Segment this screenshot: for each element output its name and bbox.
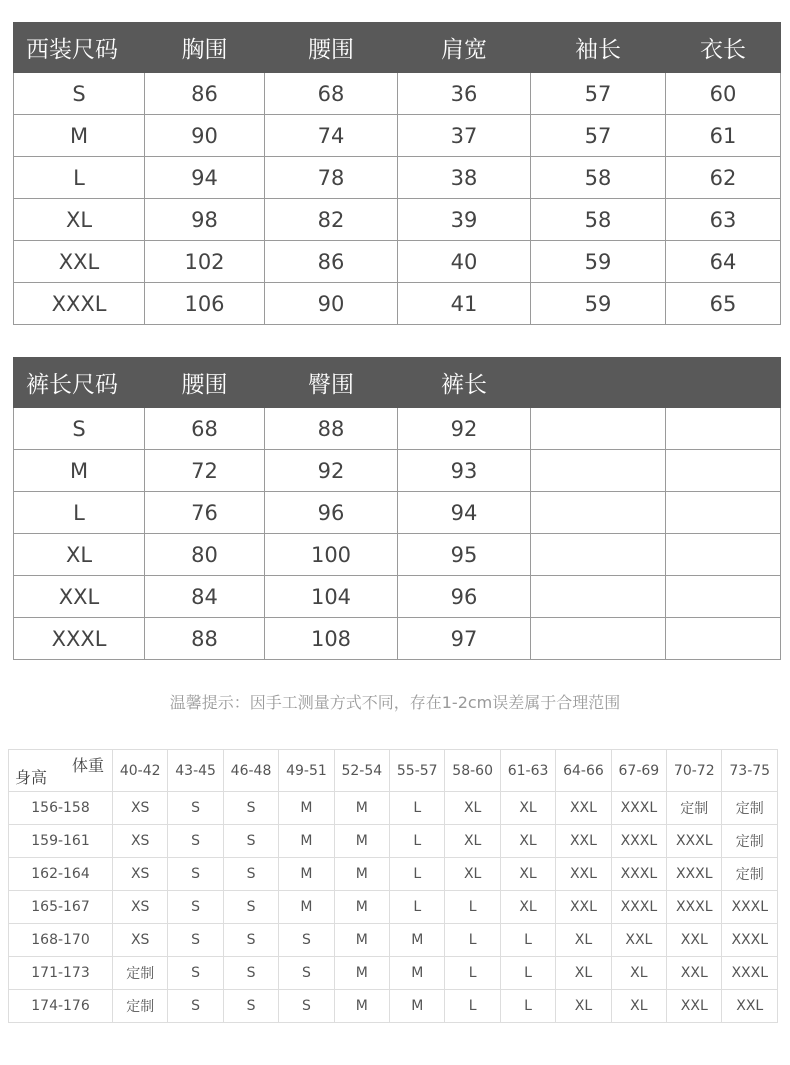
recommended-size-cell: M xyxy=(334,990,389,1023)
suit-header-cell: 西装尺码 xyxy=(14,23,145,73)
suit-cell: S xyxy=(14,73,145,115)
recommended-size-cell: 定制 xyxy=(667,792,722,825)
weight-range-header: 46-48 xyxy=(223,750,278,792)
pants-cell xyxy=(531,492,666,534)
recommended-size-cell: S xyxy=(223,792,278,825)
weight-range-header: 64-66 xyxy=(556,750,611,792)
table-row xyxy=(14,241,781,283)
weight-range-header: 70-72 xyxy=(667,750,722,792)
pants-header-cell: 裤长尺码 xyxy=(14,358,145,408)
pants-cell: 92 xyxy=(398,408,531,450)
recommended-size-cell: XXL xyxy=(611,924,666,957)
recommended-size-cell: XXXL xyxy=(611,792,666,825)
recommended-size-cell: XXXL xyxy=(667,891,722,924)
suit-header-cell: 肩宽 xyxy=(398,23,531,73)
weight-range-header: 43-45 xyxy=(168,750,223,792)
pants-cell: 68 xyxy=(145,408,265,450)
recommended-size-cell: 定制 xyxy=(722,792,778,825)
suit-cell: 62 xyxy=(666,157,781,199)
recommended-size-cell: XXL xyxy=(722,990,778,1023)
pants-cell: XL xyxy=(14,534,145,576)
recommended-size-cell: L xyxy=(390,825,445,858)
pants-cell xyxy=(666,534,781,576)
recommended-size-cell: XXXL xyxy=(611,858,666,891)
weight-range-header: 49-51 xyxy=(279,750,334,792)
recommended-size-cell: S xyxy=(279,924,334,957)
recommended-size-cell: XL xyxy=(611,957,666,990)
pants-cell: 96 xyxy=(265,492,398,534)
pants-cell xyxy=(531,576,666,618)
weight-range-header: 52-54 xyxy=(334,750,389,792)
size-recommendation-table xyxy=(8,749,778,1023)
recommended-size-cell: XXL xyxy=(556,858,611,891)
pants-cell: 93 xyxy=(398,450,531,492)
pants-cell: 108 xyxy=(265,618,398,660)
table-row xyxy=(14,576,781,618)
recommended-size-cell: S xyxy=(223,924,278,957)
suit-size-table xyxy=(13,22,781,325)
suit-cell: 57 xyxy=(531,73,666,115)
pants-cell xyxy=(666,618,781,660)
suit-cell: 82 xyxy=(265,199,398,241)
pants-header-cell: 裤长 xyxy=(398,358,531,408)
recommended-size-cell: XS xyxy=(113,924,168,957)
recommended-size-cell: XL xyxy=(500,825,555,858)
weight-range-header: 73-75 xyxy=(722,750,778,792)
recommended-size-cell: XXL xyxy=(667,990,722,1023)
table-row xyxy=(14,450,781,492)
suit-header-row xyxy=(14,23,781,73)
recommended-size-cell: XXXL xyxy=(611,891,666,924)
recommended-size-cell: XS xyxy=(113,792,168,825)
recommended-size-cell: 定制 xyxy=(113,957,168,990)
recommended-size-cell: M xyxy=(334,825,389,858)
table-row xyxy=(14,73,781,115)
suit-cell: 86 xyxy=(145,73,265,115)
pants-cell xyxy=(666,576,781,618)
pants-cell: XXXL xyxy=(14,618,145,660)
recommended-size-cell: XXL xyxy=(667,957,722,990)
pants-cell: 97 xyxy=(398,618,531,660)
recommended-size-cell: L xyxy=(500,990,555,1023)
recommended-size-cell: M xyxy=(334,891,389,924)
recommended-size-cell: XL xyxy=(445,858,500,891)
recommended-size-cell: M xyxy=(334,924,389,957)
suit-cell: 57 xyxy=(531,115,666,157)
recommended-size-cell: M xyxy=(279,792,334,825)
recommended-size-cell: XXL xyxy=(556,792,611,825)
recommended-size-cell: M xyxy=(390,924,445,957)
weight-range-header: 40-42 xyxy=(113,750,168,792)
suit-cell: 59 xyxy=(531,241,666,283)
height-range-cell: 165-167 xyxy=(9,891,113,924)
suit-cell: 74 xyxy=(265,115,398,157)
recommended-size-cell: L xyxy=(445,957,500,990)
weight-label: 体重 xyxy=(71,756,104,775)
pants-cell: L xyxy=(14,492,145,534)
recommended-size-cell: XL xyxy=(445,825,500,858)
table-row xyxy=(9,990,778,1023)
recommended-size-cell: XXL xyxy=(556,825,611,858)
suit-cell: 58 xyxy=(531,199,666,241)
height-range-cell: 168-170 xyxy=(9,924,113,957)
recommended-size-cell: M xyxy=(390,957,445,990)
recommended-size-cell: XXXL xyxy=(611,825,666,858)
table-row xyxy=(14,618,781,660)
table-row xyxy=(9,825,778,858)
suit-cell: 86 xyxy=(265,241,398,283)
suit-cell: XL xyxy=(14,199,145,241)
recommended-size-cell: L xyxy=(500,957,555,990)
suit-cell: M xyxy=(14,115,145,157)
table-row xyxy=(9,792,778,825)
recommended-size-cell: XL xyxy=(611,990,666,1023)
height-label: 身高 xyxy=(15,768,48,787)
table-row xyxy=(14,115,781,157)
recommended-size-cell: M xyxy=(334,792,389,825)
pants-cell: 80 xyxy=(145,534,265,576)
recommended-size-cell: S xyxy=(168,891,223,924)
pants-cell: XXL xyxy=(14,576,145,618)
weight-header-row xyxy=(9,750,778,792)
pants-cell: 88 xyxy=(145,618,265,660)
recommended-size-cell: M xyxy=(279,891,334,924)
recommended-size-cell: L xyxy=(390,792,445,825)
recommended-size-cell: XL xyxy=(500,891,555,924)
suit-cell: 36 xyxy=(398,73,531,115)
pants-cell: 95 xyxy=(398,534,531,576)
recommended-size-cell: XL xyxy=(556,990,611,1023)
pants-cell xyxy=(666,492,781,534)
recommended-size-cell: XS xyxy=(113,891,168,924)
pants-cell: 72 xyxy=(145,450,265,492)
recommended-size-cell: XL xyxy=(556,924,611,957)
recommended-size-cell: 定制 xyxy=(722,825,778,858)
weight-range-header: 55-57 xyxy=(390,750,445,792)
suit-cell: XXXL xyxy=(14,283,145,325)
table-row xyxy=(9,891,778,924)
recommended-size-cell: XS xyxy=(113,825,168,858)
recommended-size-cell: XL xyxy=(445,792,500,825)
suit-cell: 90 xyxy=(265,283,398,325)
suit-cell: 64 xyxy=(666,241,781,283)
suit-cell: 90 xyxy=(145,115,265,157)
pants-cell: M xyxy=(14,450,145,492)
recommended-size-cell: L xyxy=(445,891,500,924)
table-row xyxy=(14,283,781,325)
suit-cell: 102 xyxy=(145,241,265,283)
suit-header-cell: 胸围 xyxy=(145,23,265,73)
weight-range-header: 61-63 xyxy=(500,750,555,792)
suit-cell: 98 xyxy=(145,199,265,241)
recommended-size-cell: 定制 xyxy=(113,990,168,1023)
recommended-size-cell: S xyxy=(223,825,278,858)
pants-cell xyxy=(531,534,666,576)
recommended-size-cell: S xyxy=(223,957,278,990)
recommended-size-cell: XXXL xyxy=(667,858,722,891)
height-range-cell: 156-158 xyxy=(9,792,113,825)
pants-size-table xyxy=(13,357,781,660)
suit-cell: 40 xyxy=(398,241,531,283)
recommended-size-cell: XS xyxy=(113,858,168,891)
suit-cell: 65 xyxy=(666,283,781,325)
table-row xyxy=(14,408,781,450)
pants-cell xyxy=(666,408,781,450)
suit-cell: 60 xyxy=(666,73,781,115)
recommended-size-cell: S xyxy=(223,891,278,924)
table-row xyxy=(14,199,781,241)
pants-header-cell xyxy=(531,358,666,408)
recommended-size-cell: S xyxy=(168,990,223,1023)
table-row xyxy=(14,157,781,199)
suit-cell: 94 xyxy=(145,157,265,199)
recommended-size-cell: S xyxy=(223,858,278,891)
measurement-tip: 温馨提示：因手工测量方式不同，存在1-2cm误差属于合理范围 xyxy=(169,693,621,712)
pants-cell: 100 xyxy=(265,534,398,576)
pants-cell: S xyxy=(14,408,145,450)
height-range-cell: 162-164 xyxy=(9,858,113,891)
height-range-cell: 159-161 xyxy=(9,825,113,858)
suit-cell: L xyxy=(14,157,145,199)
suit-cell: 63 xyxy=(666,199,781,241)
height-range-cell: 171-173 xyxy=(9,957,113,990)
pants-cell: 92 xyxy=(265,450,398,492)
suit-cell: 78 xyxy=(265,157,398,199)
table-row xyxy=(14,492,781,534)
pants-header-cell: 腰围 xyxy=(145,358,265,408)
recommended-size-cell: L xyxy=(390,858,445,891)
recommended-size-cell: S xyxy=(223,990,278,1023)
recommended-size-cell: M xyxy=(279,858,334,891)
pants-cell: 94 xyxy=(398,492,531,534)
table-row xyxy=(9,924,778,957)
recommended-size-cell: XXXL xyxy=(667,825,722,858)
suit-cell: XXL xyxy=(14,241,145,283)
suit-cell: 59 xyxy=(531,283,666,325)
pants-cell: 88 xyxy=(265,408,398,450)
pants-cell xyxy=(531,618,666,660)
suit-cell: 68 xyxy=(265,73,398,115)
suit-header-cell: 腰围 xyxy=(265,23,398,73)
height-range-cell: 174-176 xyxy=(9,990,113,1023)
recommended-size-cell: XL xyxy=(500,858,555,891)
recommended-size-cell: L xyxy=(445,990,500,1023)
pants-cell xyxy=(666,450,781,492)
recommended-size-cell: 定制 xyxy=(722,858,778,891)
diagonal-header-cell xyxy=(9,750,113,792)
suit-cell: 38 xyxy=(398,157,531,199)
recommended-size-cell: M xyxy=(390,990,445,1023)
pants-cell: 84 xyxy=(145,576,265,618)
recommended-size-cell: S xyxy=(279,990,334,1023)
recommended-size-cell: S xyxy=(279,957,334,990)
recommended-size-cell: XXL xyxy=(667,924,722,957)
pants-cell: 76 xyxy=(145,492,265,534)
recommended-size-cell: L xyxy=(445,924,500,957)
recommended-size-cell: XXXL xyxy=(722,924,778,957)
recommended-size-cell: S xyxy=(168,825,223,858)
recommended-size-cell: M xyxy=(334,858,389,891)
weight-range-header: 58-60 xyxy=(445,750,500,792)
table-row xyxy=(9,858,778,891)
suit-header-cell: 衣长 xyxy=(666,23,781,73)
recommended-size-cell: M xyxy=(334,957,389,990)
suit-cell: 39 xyxy=(398,199,531,241)
suit-cell: 106 xyxy=(145,283,265,325)
table-row xyxy=(9,957,778,990)
recommended-size-cell: S xyxy=(168,858,223,891)
recommended-size-cell: XL xyxy=(500,792,555,825)
recommended-size-cell: XXXL xyxy=(722,891,778,924)
recommended-size-cell: L xyxy=(390,891,445,924)
pants-header-cell xyxy=(666,358,781,408)
pants-cell xyxy=(531,408,666,450)
recommended-size-cell: S xyxy=(168,792,223,825)
pants-header-row xyxy=(14,358,781,408)
pants-header-cell: 臀围 xyxy=(265,358,398,408)
suit-cell: 58 xyxy=(531,157,666,199)
recommended-size-cell: XXL xyxy=(556,891,611,924)
recommended-size-cell: S xyxy=(168,957,223,990)
pants-cell: 104 xyxy=(265,576,398,618)
suit-cell: 61 xyxy=(666,115,781,157)
pants-cell: 96 xyxy=(398,576,531,618)
suit-cell: 41 xyxy=(398,283,531,325)
recommended-size-cell: XXXL xyxy=(722,957,778,990)
recommended-size-cell: L xyxy=(500,924,555,957)
suit-cell: 37 xyxy=(398,115,531,157)
pants-cell xyxy=(531,450,666,492)
weight-range-header: 67-69 xyxy=(611,750,666,792)
table-row xyxy=(14,534,781,576)
recommended-size-cell: M xyxy=(279,825,334,858)
suit-header-cell: 袖长 xyxy=(531,23,666,73)
recommended-size-cell: XL xyxy=(556,957,611,990)
recommended-size-cell: S xyxy=(168,924,223,957)
